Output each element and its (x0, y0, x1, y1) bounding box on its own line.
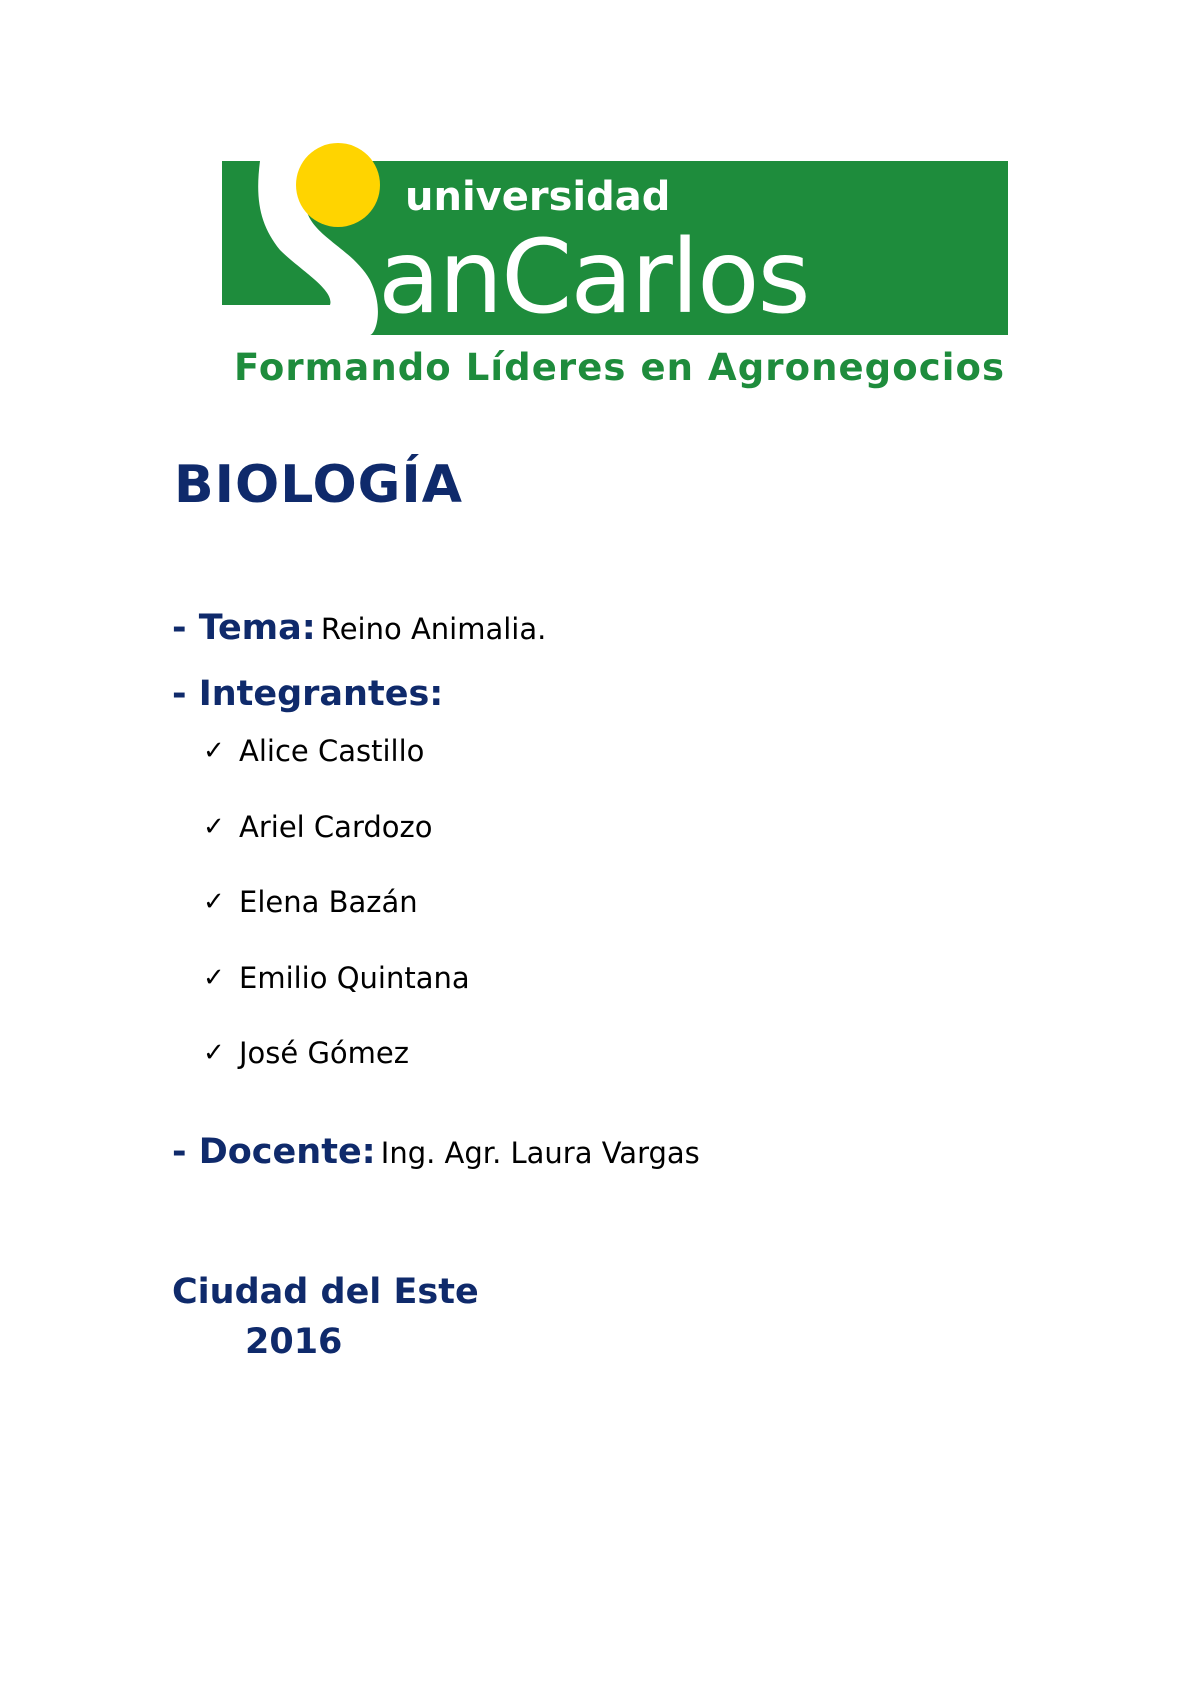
tema-row (172, 608, 546, 648)
integrantes-label: - Integrantes: (172, 674, 444, 714)
check-icon: ✓ (203, 887, 225, 917)
check-icon: ✓ (203, 1038, 225, 1068)
logo-line2: anCarlos (378, 218, 809, 337)
page-title: BIOLOGÍA (174, 455, 463, 515)
list-item (203, 884, 470, 960)
member-name: José Gómez (239, 1036, 409, 1070)
member-name: Emilio Quintana (239, 960, 470, 995)
list-item (203, 809, 470, 885)
docente-row (172, 1132, 700, 1172)
list-item (203, 960, 470, 1036)
integrantes-row (172, 674, 443, 714)
year: 2016 (245, 1322, 343, 1362)
docente-label: - Docente: (172, 1132, 376, 1172)
logo-line1: universidad (405, 174, 671, 220)
list-item (203, 1035, 470, 1111)
member-name: Alice Castillo (239, 734, 425, 768)
check-icon: ✓ (203, 736, 225, 766)
university-logo (220, 140, 1010, 390)
tema-value: Reino Animalia. (320, 612, 547, 646)
member-name: Ariel Cardozo (239, 809, 433, 844)
city: Ciudad del Este (172, 1272, 479, 1312)
sun-icon (296, 143, 380, 227)
member-name: Elena Bazán (239, 885, 418, 919)
docente-value: Ing. Agr. Laura Vargas (380, 1136, 700, 1170)
tema-label: - Tema: (172, 608, 316, 648)
check-icon: ✓ (203, 811, 225, 842)
list-item (203, 733, 470, 809)
logo-tagline: Formando Líderes en Agronegocios (234, 346, 1004, 389)
members-list (203, 733, 470, 1111)
check-icon: ✓ (203, 962, 225, 993)
